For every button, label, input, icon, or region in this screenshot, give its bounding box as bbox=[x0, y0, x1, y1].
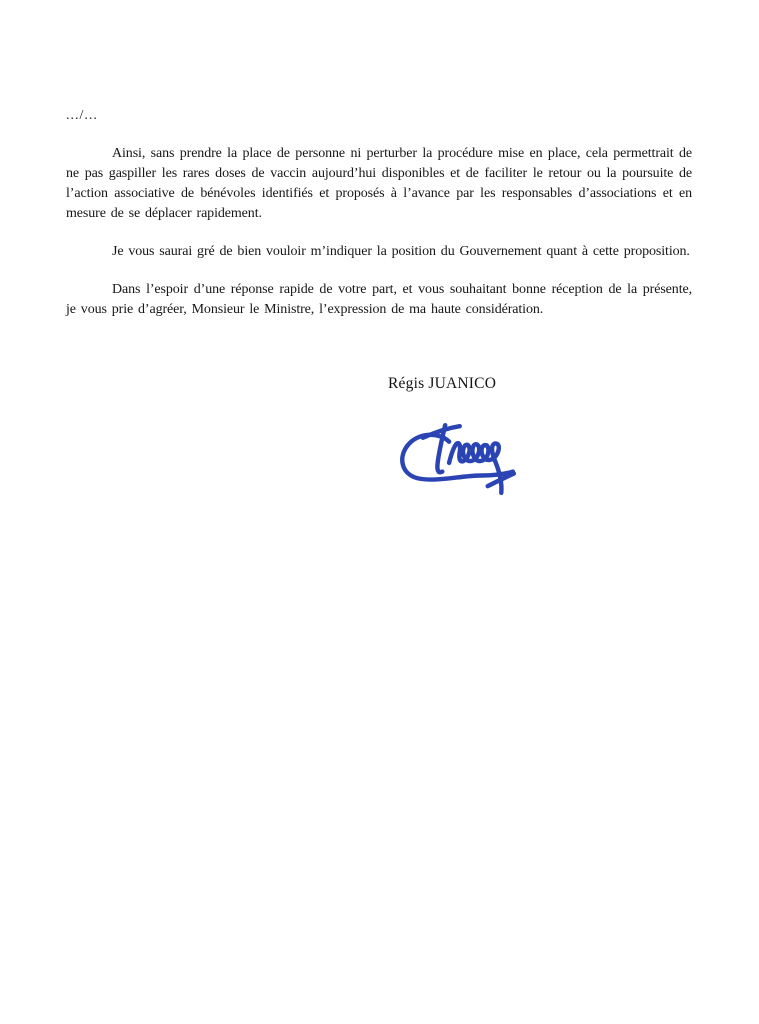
paragraph-formule-politesse: Dans l’espoir d’une réponse rapide de votre part, et vous souhaitant bonne réception de la présente, je vous prie d’agréer, Monsieur le Ministre, l’expression de ma haute considération. bbox=[66, 282, 692, 317]
handwritten-signature bbox=[393, 416, 538, 504]
letter-body bbox=[66, 106, 692, 338]
paragraph-position-gouvernement: Je vous saurai gré de bien vouloir m’indiquer la position du Gouvernement quant à cette proposition. bbox=[112, 244, 690, 259]
continuation-marker: .../... bbox=[66, 108, 98, 123]
paragraph-vaccin: Ainsi, sans prendre la place de personne ni perturber la procédure mise en place, cela permettrait de ne pas gaspiller les rares doses de vaccin aujourd’hui disponibles et de faciliter le retour ou la poursuite de l’action associative de bénévoles identifiés et proposés à l’avance par les responsables d’associations et en mesure de se déplacer rapidement. bbox=[66, 146, 692, 221]
signature-ink bbox=[402, 425, 514, 493]
signatory-name: Régis JUANICO bbox=[388, 375, 497, 392]
